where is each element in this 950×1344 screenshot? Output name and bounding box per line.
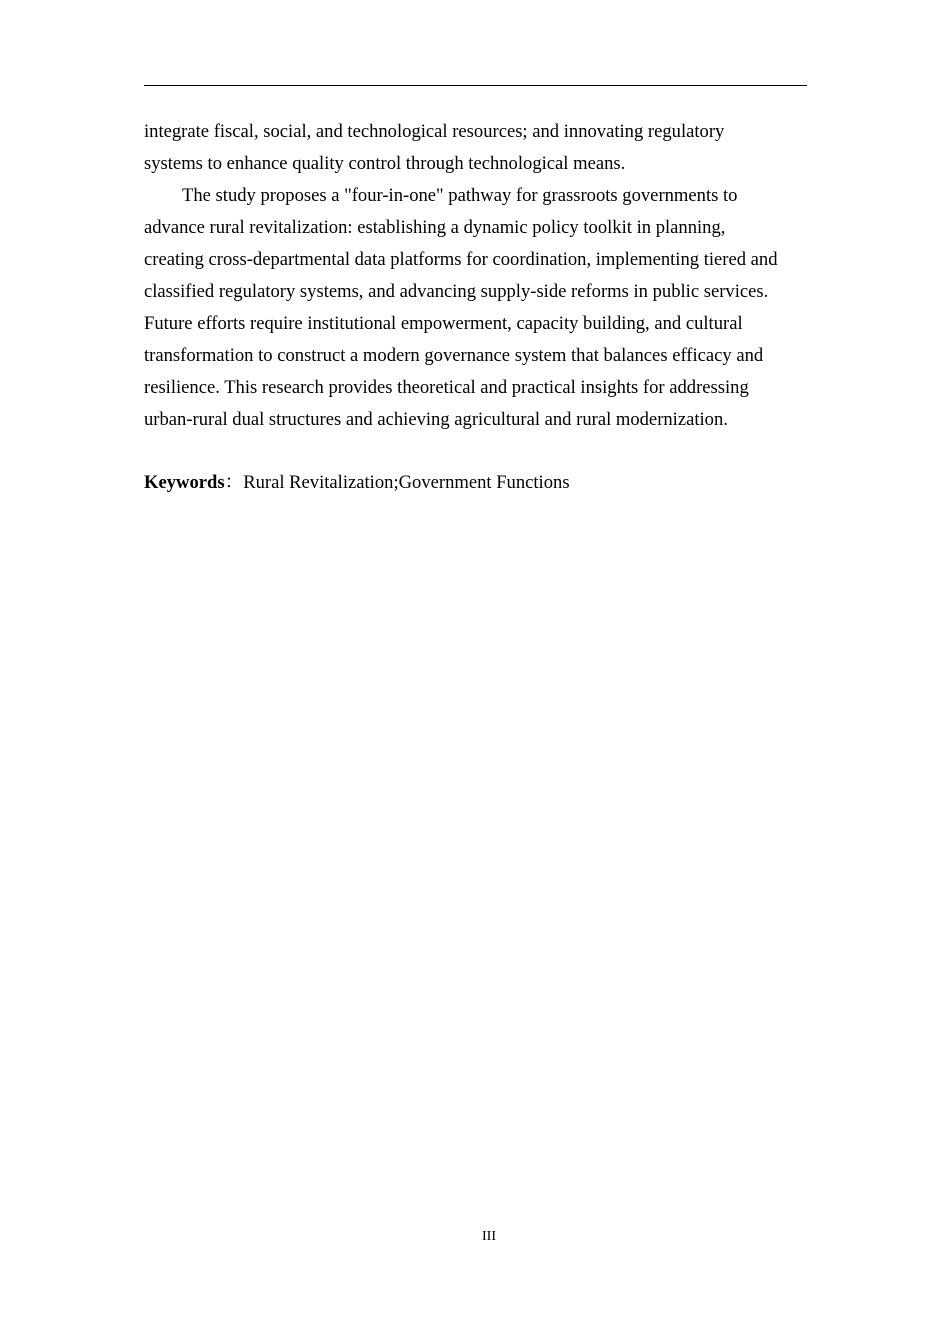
keywords-label: Keywords [144, 472, 225, 493]
paragraph-2-line-1: The study proposes a "four-in-one" pathway for grassroots governments to [182, 185, 738, 206]
paragraph-2 [144, 180, 809, 436]
paragraph-1-line-2: systems to enhance quality control through technological means. [144, 153, 626, 174]
keywords-separator: ： [224, 472, 244, 493]
paragraph-2-line-5: Future efforts require institutional empowerment, capacity building, and cultural [144, 313, 743, 334]
paragraph-2-line-8: urban-rural dual structures and achieving agricultural and rural modernization. [144, 409, 728, 430]
paragraph-2-line-3: creating cross-departmental data platforms for coordination, implementing tiered and [144, 249, 778, 270]
keywords-value: Rural Revitalization;Government Functions [243, 472, 570, 493]
page-number: III [482, 1229, 496, 1244]
paragraph-2-line-2: advance rural revitalization: establishing a dynamic policy toolkit in planning, [144, 217, 726, 238]
paragraph-2-line-7: resilience. This research provides theoretical and practical insights for addressing [144, 377, 749, 398]
keywords-line [144, 467, 809, 499]
paragraph-1-line-1: integrate fiscal, social, and technological resources; and innovating regulatory [144, 121, 725, 142]
paragraph-1 [144, 116, 809, 180]
abstract-body [144, 116, 809, 436]
header-rule [144, 85, 807, 86]
paragraph-2-line-6: transformation to construct a modern governance system that balances efficacy and [144, 345, 764, 366]
paragraph-2-line-4: classified regulatory systems, and advancing supply-side reforms in public services. [144, 281, 769, 302]
